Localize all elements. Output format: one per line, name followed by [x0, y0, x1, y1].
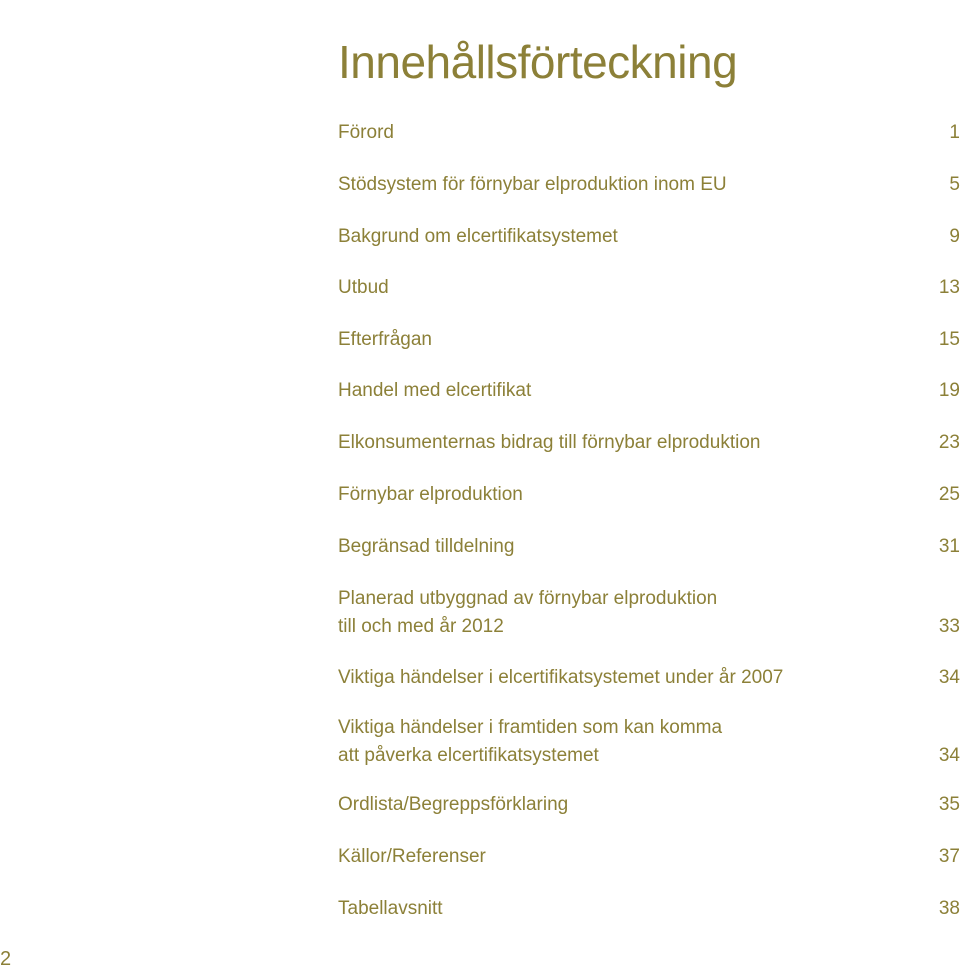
toc-entry[interactable] [338, 223, 960, 251]
toc-entry[interactable] [338, 585, 960, 641]
page-number: 2 [0, 948, 12, 970]
toc-entry-page: 31 [938, 536, 960, 557]
toc-entry-page: 5 [949, 174, 960, 195]
toc-entry-title: Tabellavsnitt [338, 898, 443, 919]
toc-entry[interactable] [338, 429, 960, 457]
toc-entry[interactable] [338, 481, 960, 509]
toc-entry-page: 38 [938, 898, 960, 919]
toc-entry[interactable] [338, 664, 960, 692]
toc-entry-title: Källor/Referenser [338, 846, 486, 867]
toc-entry[interactable] [338, 274, 960, 302]
toc-entry-page: 9 [949, 226, 960, 247]
toc-entry[interactable] [338, 377, 960, 405]
toc-entry-title: Efterfrågan [338, 329, 432, 350]
toc-entry[interactable] [338, 843, 960, 871]
toc-entry-page: 15 [938, 329, 960, 350]
toc-entry-page: 25 [938, 484, 960, 505]
toc-entry-title: Viktiga händelser i framtiden som kan komma att påverka elcertifikatsystemet [338, 717, 723, 766]
toc-entry-title: Viktiga händelser i elcertifikatsystemet under år 2007 [338, 667, 784, 688]
toc-entry-page: 19 [938, 380, 960, 401]
toc-entry[interactable] [338, 791, 960, 819]
toc-entry[interactable] [338, 119, 960, 147]
toc-entry[interactable] [338, 714, 960, 770]
page-title: Innehållsförteckning [338, 35, 738, 88]
toc-entry-title: Utbud [338, 277, 389, 298]
toc-entry-page: 37 [938, 846, 960, 867]
toc-entry[interactable] [338, 326, 960, 354]
toc-entry-page: 34 [938, 667, 960, 688]
toc-entry[interactable] [338, 895, 960, 923]
toc-entry-title: Handel med elcertifikat [338, 380, 532, 401]
toc-entry-page: 35 [938, 794, 960, 815]
toc-entry-title: Förord [338, 122, 394, 143]
toc-entry[interactable] [338, 533, 960, 561]
toc-entry-title: Förnybar elproduktion [338, 484, 523, 505]
toc-entry-page: 34 [938, 745, 960, 766]
toc-entry-page: 33 [938, 616, 960, 637]
toc-entry[interactable] [338, 171, 960, 199]
toc-entry-page: 23 [938, 432, 960, 453]
toc-entry-page: 13 [938, 277, 960, 298]
toc-entry-title: Elkonsumenternas bidrag till förnybar elproduktion [338, 432, 761, 453]
toc-entry-page: 1 [949, 122, 960, 143]
toc-entry-title: Ordlista/Begreppsförklaring [338, 794, 569, 815]
toc-entry-title: Begränsad tilldelning [338, 536, 515, 557]
toc-entry-title: Stödsystem för förnybar elproduktion inom EU [338, 174, 727, 195]
toc-entry-title: Planerad utbyggnad av förnybar elproduktion till och med år 2012 [338, 588, 718, 637]
toc-entry-title: Bakgrund om elcertifikatsystemet [338, 226, 618, 247]
